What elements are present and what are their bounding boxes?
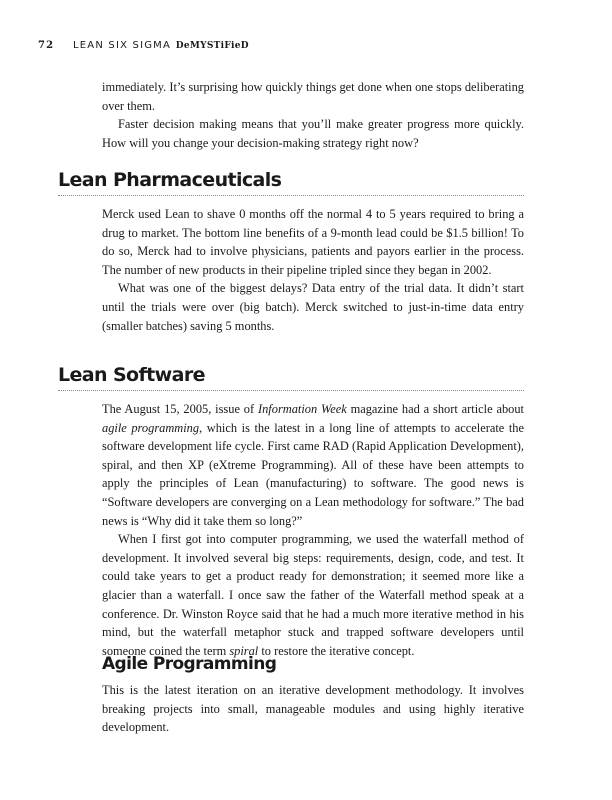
running-head xyxy=(38,40,578,54)
lean-software-paragraph-2 xyxy=(102,530,524,660)
lean-pharma-section xyxy=(102,205,524,335)
heading-lean-pharmaceuticals: Lean Pharmaceuticals xyxy=(58,168,524,196)
text-run: , which is the latest in a long line of attempts to accelerate the software development life cycle. First came RAD (Rapid Application Development), spiral, and then XP (eXtreme Programming). All of these have been attempts to apply the principles of Lean (manufacturing) to software. The good news is “Software developers are converging on a Lean methodology for software.” The bad news is “Why did it take them so long?” xyxy=(102,420,524,528)
text-run: to restore the iterative concept. xyxy=(258,643,415,658)
intro-paragraph-2: Faster decision making means that you’ll make greater progress more quickly. How will you change your decision-making strategy right now? xyxy=(102,117,524,150)
lean-software-paragraph-1 xyxy=(102,400,524,530)
term-agile-programming: agile programming xyxy=(102,420,200,435)
intro-section xyxy=(102,78,524,152)
text-run: magazine had a short article about xyxy=(346,402,524,416)
intro-paragraph-1: immediately. It’s surprising how quickly things get done when one stops deliberating over them. xyxy=(102,80,524,113)
text-run: When I first got into computer programming, we used the waterfall method of development. It involved several big steps: requirements, design, code, and test. It could take years to get a product ready for demonstration; it seemed more like a glacier than a waterfall. I once saw the father of the Waterfall method speak at a conference. Dr. Winston Royce said that he had a much more iterative method in his mind, but the waterfall metaphor stuck and trapped software developers until someone coined the term xyxy=(102,532,524,658)
heading-agile-programming: Agile Programming xyxy=(102,654,277,674)
term-spiral: spiral xyxy=(229,643,259,658)
book-subtitle: DeMYSTiFieD xyxy=(175,41,249,51)
page-number: 72 xyxy=(38,40,55,51)
lean-software-section xyxy=(102,400,524,660)
agile-paragraph-1: This is the latest iteration on an iterative development methodology. It involves breaking projects into small, manageable modules and using highly iterative development. xyxy=(102,683,524,735)
lean-pharma-paragraph-2: What was one of the biggest delays? Data entry of the trial data. It didn’t start until the trials were over (big batch). Merck switched to just-in-time data entry (smaller batches) saving 5 months. xyxy=(102,281,524,333)
book-title: LEAN SIX SIGMA xyxy=(73,40,172,51)
magazine-title: Information Week xyxy=(257,402,347,416)
agile-section xyxy=(102,681,524,737)
text-run: The August 15, 2005, issue of xyxy=(102,402,258,416)
lean-pharma-paragraph-1: Merck used Lean to shave 0 months off the normal 4 to 5 years required to bring a drug to market. The bottom line benefits of a 9-month lead could be $1.5 billion! To do so, Merck had to involve physicians, patients and payors earlier in the process. The number of new products in their pipeline tripled since they began in 2002. xyxy=(102,207,524,277)
heading-lean-software: Lean Software xyxy=(58,363,524,391)
